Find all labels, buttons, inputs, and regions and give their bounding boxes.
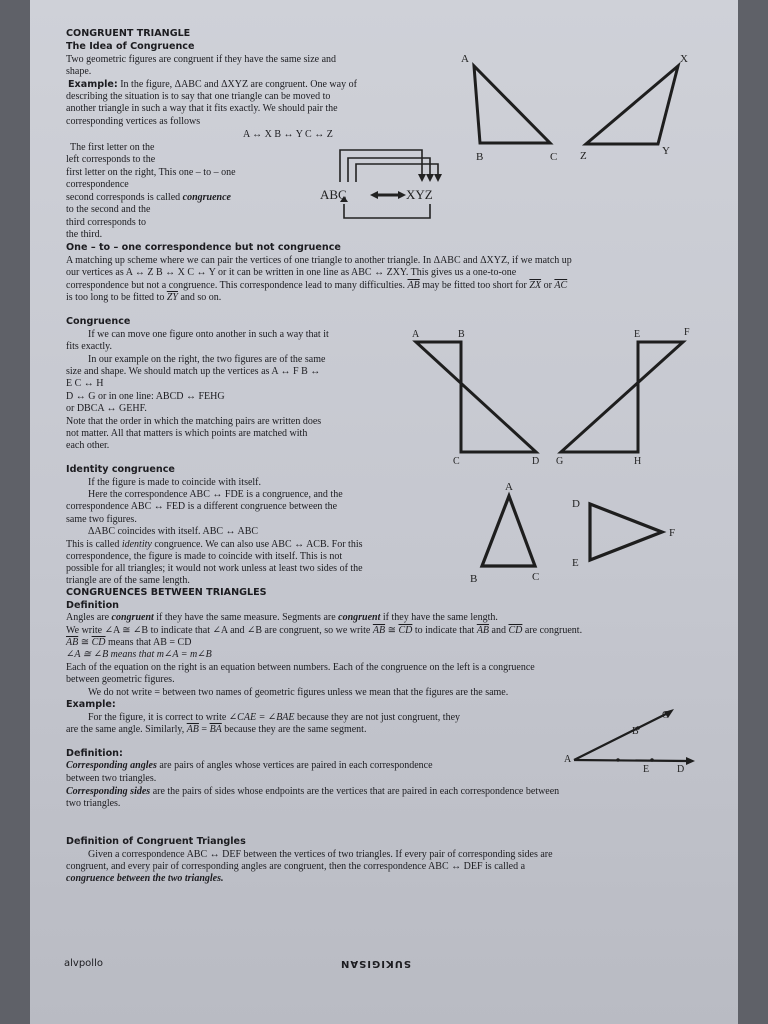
congruence-line-2: fits exactly. [66, 341, 113, 352]
between-line-1c: if they have the same measure. Segments are [153, 612, 339, 623]
congruence-line-6: D ↔ G or in one line: ABCD ↔ FEHG [66, 391, 225, 402]
between-line-9 [66, 724, 366, 736]
label-b4: B [632, 726, 639, 737]
label-x: X [680, 53, 688, 65]
between-line-2i: are congruent. [522, 625, 583, 636]
defs-line-4: two triangles. [66, 798, 121, 809]
identity-line-8: possible for all triangles; it would not work unless at least two sides of the [66, 563, 363, 574]
between-line-9c: = [198, 724, 210, 735]
congruence-line-10: each other. [66, 440, 110, 451]
one-to-one-line-4 [66, 292, 221, 304]
one-to-one-heading: One – to – one correspondence but not congruence [66, 242, 341, 253]
defs-line-3b: are the pairs of sides whose endpoints are the vertices that are paired in each correspondence between [150, 786, 560, 797]
segment-ab: $\overline{AB}$ [407, 280, 420, 291]
congruence-line-7: or DBCA ↔ GEHF. [66, 403, 147, 414]
first-letter-line-8: the third. [66, 229, 103, 240]
quadrilateral-figures [406, 326, 706, 468]
first-letter-line-1: The first letter on the [70, 142, 155, 153]
segment-ac: $\overline{AC}$ [554, 280, 568, 291]
example-line-3: another triangle in such a way that it fits exactly. We should pair the [66, 103, 338, 114]
between-line-4: ∠A ≅ ∠B means that m∠A = m∠B [66, 649, 212, 660]
idea-line-2: shape. [66, 66, 92, 77]
between-line-2 [66, 625, 582, 637]
label-c2: C [453, 456, 460, 467]
first-letter-line-5a: second corresponds is called [66, 192, 183, 203]
triangles-abc-xyz-figure [450, 48, 710, 168]
triangle-xyz [586, 66, 678, 144]
label-f2: F [684, 327, 690, 338]
label-d4: D [677, 764, 685, 775]
between-line-3 [66, 637, 191, 649]
defs-line-2: between two triangles. [66, 773, 157, 784]
identity-line-2: Here the correspondence ABC ↔ FDE is a congruence, and the [88, 489, 343, 500]
one-to-one-line-4c: and so on. [177, 292, 222, 303]
between-line-9a: are the same angle. Similarly, [66, 724, 187, 735]
between-line-2e: to indicate that [412, 625, 477, 636]
one-to-one-line-3a: correspondence but not a congruence. This correspondence lead to many difficulties. [66, 280, 408, 291]
triangle-def [590, 504, 662, 560]
congruence-line-4: size and shape. We should match up the vertices as A ↔ F B ↔ [66, 366, 321, 377]
congruence-line-9: not matter. All that matters is which points are matched with [66, 428, 308, 439]
label-b3: B [470, 573, 478, 585]
segment-cd-2: $\overline{CD}$ [398, 625, 413, 636]
label-c3: C [532, 571, 540, 583]
defs-line-1b: are pairs of angles whose vertices are paired in each correspondence [156, 760, 433, 771]
page-title: CONGRUENT TRIANGLE [66, 28, 191, 39]
label-d2: D [532, 456, 540, 467]
angle-equation: ∠CAE = ∠BAE [228, 712, 295, 723]
footer-author: alvpollo [64, 958, 103, 969]
between-line-7: We do not write = between two names of geometric figures unless we mean that the figures are the same. [88, 687, 509, 698]
idea-heading: The Idea of Congruence [66, 41, 195, 52]
label-a2: A [412, 329, 420, 340]
one-to-one-line-3c: may be fitted too short for [419, 280, 530, 291]
label-a: A [461, 53, 469, 65]
between-line-2c: ≅ [385, 625, 399, 636]
between-line-8 [88, 712, 460, 724]
label-g2: G [556, 456, 564, 467]
between-line-8c: because they are not just congruent, they [294, 712, 461, 723]
angle-rays-figure [560, 704, 700, 774]
segment-zy: $\overline{ZY}$ [166, 292, 178, 303]
identity-line-5: ΔABC coincides with itself. ABC ↔ ABC [88, 526, 259, 537]
defs-line-3 [66, 786, 559, 798]
idea-line-1: Two geometric figures are congruent if they have the same size and [66, 54, 337, 65]
identity-line-9: triangle are of the same length. [66, 575, 190, 586]
example-paragraph [68, 79, 357, 91]
footer-signature-text: SUKIGISAN [340, 958, 412, 969]
figure-efhg [561, 342, 683, 452]
identity-line-7: correspondence, the figure is made to coincide with itself. This is not [66, 551, 343, 562]
one-to-one-line-4a: is too long to be fitted to [66, 292, 167, 303]
congruence-line-8: Note that the order in which the matching pairs are written does [66, 416, 322, 427]
example-line-4: corresponding vertices as follows [66, 116, 201, 127]
between-line-1e: if they have the same length. [380, 612, 498, 623]
definition-heading: Definition [66, 600, 119, 611]
segment-ab-5: $\overline{AB}$ [186, 724, 199, 735]
label-d3: D [572, 498, 580, 510]
between-line-3d: means that AB = CD [105, 637, 192, 648]
first-letter-line-6: to the second and the [66, 204, 151, 215]
first-letter-line-2: left corresponds to the [66, 154, 156, 165]
identity-line-6 [66, 539, 362, 551]
congruence-heading: Congruence [66, 316, 131, 327]
between-line-8a: For the figure, it is correct to write [88, 712, 229, 723]
label-h2: H [634, 456, 642, 467]
label-c: C [550, 151, 558, 163]
example-heading-2: Example: [66, 699, 116, 710]
segment-zx: $\overline{ZX}$ [529, 280, 542, 291]
correspondence-mapping-diagram [316, 140, 456, 224]
figure-abcd [416, 342, 536, 452]
triangle-abc [474, 66, 550, 143]
final-line-2: congruent, and every pair of corresponding angles are congruent, then the correspondence ABC ↔ DEF is called a [66, 861, 526, 872]
example-label: Example: [68, 79, 118, 90]
congruent-term-2: congruent [338, 612, 381, 623]
first-letter-line-7: third corresponds to [66, 217, 146, 228]
congruence-line-1: If we can move one figure onto another in such a way that it [88, 329, 329, 340]
label-c4: C [662, 710, 669, 721]
identity-line-3: correspondence ABC ↔ FED is a different congruence between the [66, 501, 338, 512]
segment-ab-3: $\overline{AB}$ [476, 625, 490, 636]
between-line-6: between geometric figures. [66, 674, 175, 685]
one-to-one-line-1: A matching up scheme where we can pair the vertices of one triangle to another triangle. In ΔABC and ΔXYZ, if we match up [66, 255, 572, 266]
between-line-2g: and [489, 625, 509, 636]
label-b: B [476, 151, 484, 163]
defs-line-1 [66, 760, 433, 772]
first-letter-line-3: first letter on the right, This one – to – one [66, 167, 236, 178]
between-line-1a: Angles are [66, 612, 112, 623]
label-e3: E [572, 557, 579, 569]
between-line-9e: because they are the same segment. [221, 724, 367, 735]
segment-ba: $\overline{BA}$ [209, 724, 222, 735]
label-z: Z [580, 150, 587, 162]
definition-heading-2: Definition: [66, 748, 123, 759]
final-line-1: Given a correspondence ABC ↔ DEF between the vertices of two triangles. If every pair of corresponding sides are [88, 849, 553, 860]
congruence-term: congruence [182, 192, 231, 203]
one-to-one-line-3e: or [541, 280, 555, 291]
congruent-term-1: congruent [111, 612, 154, 623]
label-e4: E [643, 764, 650, 775]
label-y: Y [662, 145, 670, 157]
label-a3: A [505, 481, 513, 493]
document-page [30, 0, 738, 1024]
between-line-3b: ≅ [78, 637, 92, 648]
label-f3: F [669, 527, 676, 539]
example-line-2: describing the situation is to say that one triangle can be moved to [66, 91, 331, 102]
segment-ab-2: $\overline{AB}$ [372, 625, 386, 636]
identity-line-1: If the figure is made to coincide with itself. [88, 477, 262, 488]
label-e2: E [634, 329, 641, 340]
vertex-correspondence: A ↔ X B ↔ Y C ↔ Z [243, 129, 333, 140]
congruence-line-5: E C ↔ H [66, 378, 104, 389]
identity-heading: Identity congruence [66, 464, 175, 475]
first-letter-line-4: correspondence [66, 179, 129, 190]
isosceles-triangles-figure [462, 478, 692, 586]
between-line-5: Each of the equation on the right is an equation between numbers. Each of the congruence on the left is a congruence [66, 662, 535, 673]
between-line-1 [66, 612, 498, 624]
final-heading: Definition of Congruent Triangles [66, 836, 246, 847]
corresponding-sides-term: Corresponding sides [66, 786, 151, 797]
identity-line-4: same two figures. [66, 514, 137, 525]
example-line-1: In the figure, ΔABC and ΔXYZ are congruent. One way of [117, 79, 357, 90]
one-to-one-line-3 [66, 280, 567, 292]
corresponding-angles-term: Corresponding angles [66, 760, 157, 771]
label-b2: B [458, 329, 465, 340]
first-letter-line-5 [66, 192, 231, 204]
identity-line-6c: congruence. We can also use ABC ↔ ACB. For this [151, 539, 363, 550]
one-to-one-line-2: our vertices as A ↔ Z B ↔ X C ↔ Y or it can be written in one line as ABC ↔ ZXY. This gives us a one-to-one [66, 267, 517, 278]
label-a4: A [564, 754, 572, 765]
mapping-right-label: XYZ [406, 187, 433, 202]
congruence-line-3: In our example on the right, the two figures are of the same [88, 354, 326, 365]
triangle-abc-identity [482, 496, 535, 566]
segment-cd-4: $\overline{CD}$ [91, 637, 106, 648]
segment-cd-3: $\overline{CD}$ [508, 625, 523, 636]
between-line-2a: We write ∠A ≅ ∠B to indicate that ∠A and ∠B are congruent, so we write [66, 625, 373, 636]
segment-ab-4: $\overline{AB}$ [66, 637, 79, 648]
footer-signature [340, 958, 411, 969]
identity-term: identity [121, 539, 152, 550]
identity-line-6a: This is called [66, 539, 122, 550]
between-heading: CONGRUENCES BETWEEN TRIANGLES [66, 587, 267, 598]
mapping-left-label: ABC [320, 187, 347, 202]
final-line-3: congruence between the two triangles. [66, 873, 224, 884]
